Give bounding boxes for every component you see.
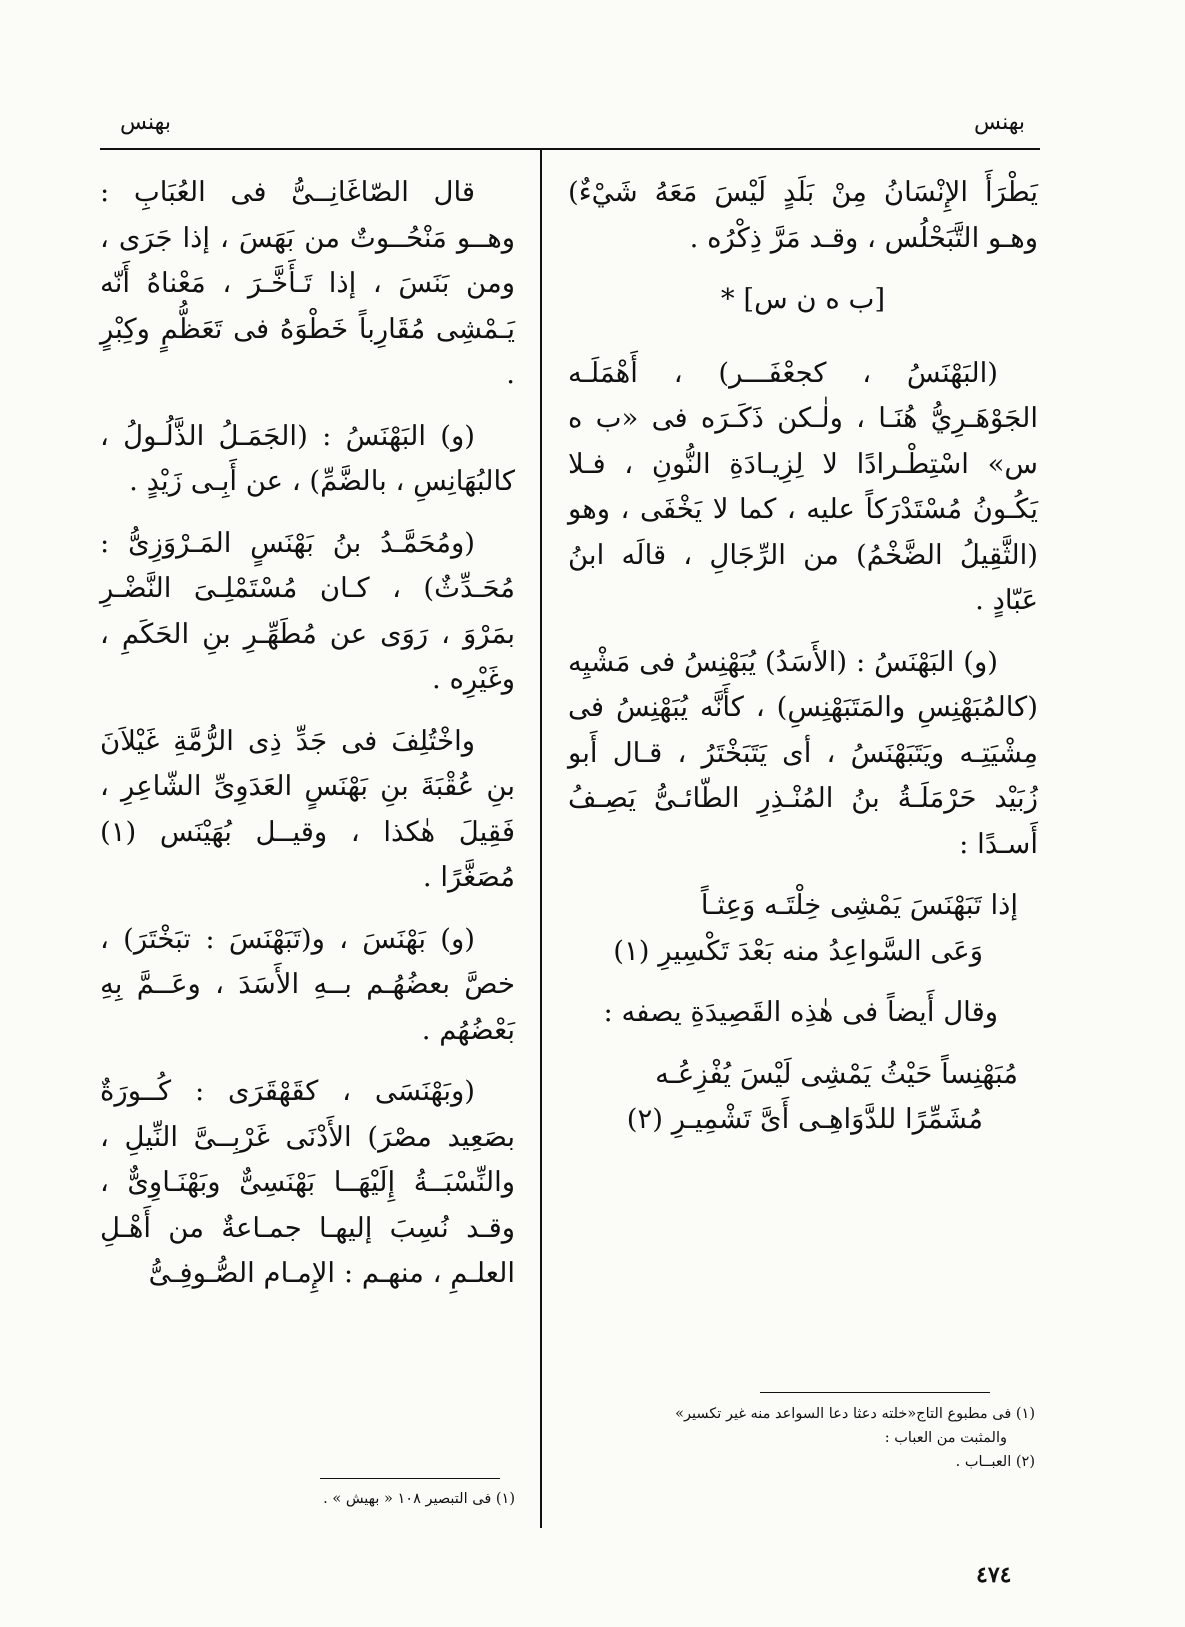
paragraph: (و) بَهْنَسَ ، و(تَبَهْنَسَ : تبَخْتَرَ) ، خصَّ بعضُهُـم بــهِ الأَسَدَ ، وعَــمَّ بِهِ بَعْضُهُم . [100, 922, 515, 1046]
paragraph: (البَهْنَسُ ، كجعْفَـــر) ، أَهْمَلَـه الجَوْهَـرِيُّ هُنَـا ، ولٰـكن ذَكَـرَه فى «ب ه س» اسْتِطْـرادًا لا لِزِيـادَةِ النُّونِ ، فـلا يَكُـونُ مُسْتَدْرَكاً عليه ، كما لا يَخْفَى ، وهو (الثَّقِيلُ الضَّخْمُ) من الرِّجَالِ ، قالَه ابنُ عَبّادٍ . [568, 356, 1038, 616]
paragraph: (ومُحَمَّـدُ بنُ بَهْنَسٍ المَـرْوَزِىُّ : مُحَـدِّثٌ) ، كـان مُسْتَمْلِـىَ النَّضْـرِ بمَرْوَ ، رَوَى عن مُطَهِّـرِ بنِ الحَكَمِ ، وغَيْرِه . [100, 526, 515, 695]
paragraph: (و) البَهْنَسُ : (الجَمَـلُ الذَّلُـولُ ، كالبُهَانِسِ ، بالضَّمِّ) ، عن أَبِـى زَيْدٍ . [100, 419, 515, 497]
verse-line: إذا تَبَهْنَسَ يَمْشِى خِلْتَـه وَعِثـاً [700, 889, 1018, 921]
paragraph: قال الصّاغَانِــىُّ فى العُبَابِ : وهــو مَنْحُــوتٌ من بَهَسَ ، إذا جَرَى ، ومن بَنَسَ ، إذا تَـأَخَّـرَ ، مَعْناهُ أَنّه يَـمْشِى مُقَارِباً خَطْوَهُ فى تَعَظُّمٍ وكِبْرٍ . [100, 176, 515, 390]
footnote: (٢) العبــاب . [955, 1454, 1035, 1470]
right-column [568, 170, 1038, 1143]
page-number: ٤٧٤ [976, 1562, 1012, 1588]
paragraph: وقال أَيضاً فى هٰذِه القَصِيدَةِ يصفه : [603, 996, 998, 1028]
verse-line: مُشَمِّرًا للدَّوَاهِـى أَىَّ تَشْمِيـرِ (٢) [626, 1103, 983, 1135]
paragraph: يَطْرَأَ الإِنْسَانُ مِنْ بَلَدٍ لَيْسَ مَعَهُ شَيْءٌ) وهـو التَّبَحْلُس ، وقـد مَرَّ ذِكْرُه . [568, 176, 1038, 254]
column-divider [540, 148, 542, 1528]
footnotes-right [580, 1402, 1035, 1474]
paragraph: واخْتُلِفَ فى جَدِّ ذِى الرُّمَّةِ غَيْلاَنَ بنِ عُقْبَةَ بنِ بَهْنَسٍ العَدَوِىِّ الشّاعِرِ ، فَقِيلَ هٰكذا ، وقيــل بُهَيْنَس (١) مُصَغَّرًا . [100, 724, 515, 893]
footnote-rule-left [320, 1478, 500, 1479]
verse-line: وَعَى السَّواعِدُ منه بَعْدَ تَكْسِيرِ (١) [613, 934, 983, 967]
verse-line: مُبَهْنِساً حَيْثُ يَمْشِى لَيْسَ يُفْزِعُـه [655, 1057, 1018, 1090]
header-left-word: بهنس [120, 110, 171, 135]
paragraph: (و) البَهْنَسُ : (الأَسَدُ) يُبَهْنِسُ فى مَشْيِه (كالمُبَهْنِسِ والمَتَبَهْنِسِ) ، كأَنَّه يُبَهْنِسُ فى مِشْيَتِـه ويَتَبَهْنَسُ ، أى يَتَبَخْتَرُ ، قـال أَبو زُبَيْد حَرْمَلَـةُ بنُ المُنْـذِرِ الطّائـىُّ يَصِـفُ أَسـدًا : [568, 645, 1038, 860]
left-column [100, 170, 515, 1313]
footnotes-left [235, 1487, 515, 1511]
header-right-word: بهنس [974, 110, 1025, 135]
footnote-rule-right [760, 1392, 990, 1393]
header-rule [100, 148, 1040, 150]
entry-heading: [ب ه ن س] * [720, 283, 886, 315]
paragraph: (وبَهْنَسَى ، كقَهْقَرَى : كُــورَةٌ بصَعِيد مصْرَ) الأَدْنَى غَرْبِــىَّ النِّيلِ ، والنِّسْبَــةُ إِلَيْهَــا بَهْنَسِىٌّ وبَهْنَـاوِىٌّ ، وقـد نُسِبَ إليهـا جمـاعةٌ من أَهْـلِ العلـمِ ، منهـم : الإِمـام الصُّـوفِـىُّ [100, 1075, 515, 1289]
footnote: (١) فى التبصير ١٠٨ « بهيش » . [323, 1491, 515, 1507]
footnote-continuation: والمثبت من العباب : [884, 1430, 1007, 1446]
footnote: (١) فى مطبوع التاج«خلته دعثا دعا السواعد منه غير تكسير» [675, 1406, 1035, 1422]
verse-2 [568, 1052, 1038, 1143]
verse-1 [568, 883, 1038, 974]
